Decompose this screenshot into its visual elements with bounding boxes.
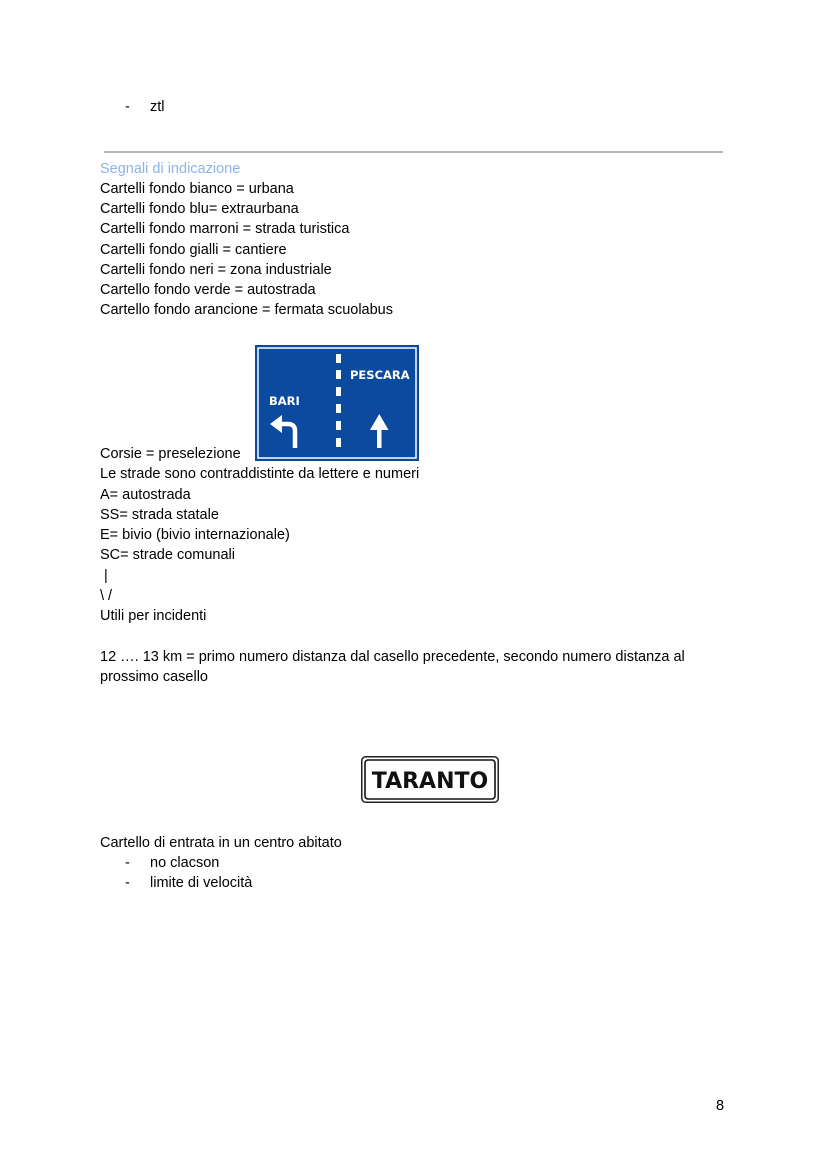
section-heading: Segnali di indicazione xyxy=(100,161,241,177)
text-line: \ / xyxy=(100,588,113,604)
page-number: 8 xyxy=(716,1098,725,1114)
town-entry-sign xyxy=(361,756,499,803)
text-line: Cartelli fondo bianco = urbana xyxy=(100,181,294,197)
horizontal-divider xyxy=(104,151,723,153)
text-line: Corsie = preselezione xyxy=(100,446,241,462)
text-line: SS= strada statale xyxy=(100,507,219,523)
paragraph-line: 12 …. 13 km = primo numero distanza dal casello precedente, secondo numero distanza al xyxy=(100,649,685,665)
text-line: Cartelli fondo gialli = cantiere xyxy=(100,242,287,258)
list-bullet-dash: - xyxy=(125,99,130,115)
town-sign-label: TARANTO xyxy=(371,769,489,794)
sign-label-bari: BARI xyxy=(269,394,300,408)
text-line: Cartello di entrata in un centro abitato xyxy=(100,835,342,851)
text-line: E= bivio (bivio internazionale) xyxy=(100,527,290,543)
text-line: Cartelli fondo blu= extraurbana xyxy=(100,201,299,217)
sign-label-pescara: PESCARA xyxy=(350,368,410,382)
text-line: | xyxy=(100,568,108,584)
paragraph-line: prossimo casello xyxy=(100,669,208,685)
list-item: limite di velocità xyxy=(150,875,253,891)
text-line: Cartello fondo verde = autostrada xyxy=(100,282,316,298)
text-line: A= autostrada xyxy=(100,487,191,503)
text-line: Cartelli fondo neri = zona industriale xyxy=(100,262,332,278)
list-bullet-dash: - xyxy=(125,875,130,891)
text-line: Utili per incidenti xyxy=(100,608,207,624)
list-bullet-dash: - xyxy=(125,855,130,871)
text-line: Cartello fondo arancione = fermata scuolabus xyxy=(100,302,393,318)
text-line: Cartelli fondo marroni = strada turistica xyxy=(100,221,350,237)
lane-preselection-sign xyxy=(255,345,419,461)
text-line: Le strade sono contraddistinte da lettere e numeri xyxy=(100,466,420,482)
text-line: SC= strade comunali xyxy=(100,547,235,563)
list-item-ztl: ztl xyxy=(150,99,165,115)
list-item: no clacson xyxy=(150,855,220,871)
